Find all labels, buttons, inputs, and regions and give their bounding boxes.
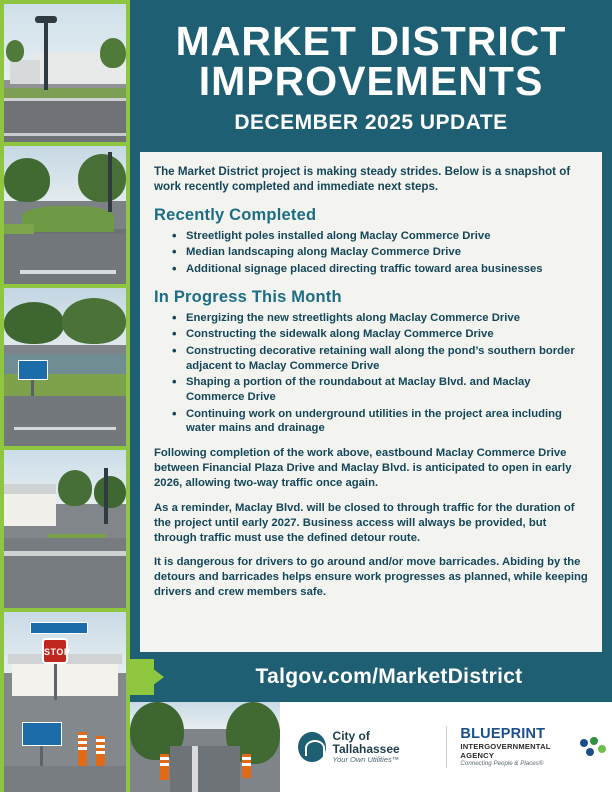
list-item: • Energizing the new streetlights along Maclay Commerce Drive [172,311,588,326]
photo-sidewalk-construction [4,450,126,608]
blueprint-sub: INTERGOVERNMENTAL AGENCY [460,741,551,760]
blueprint-dots-icon [580,737,604,757]
list-item: • Constructing decorative retaining wall along the pond’s southern border adjacent to Maclay Commerce Drive [172,344,588,373]
list-recently-completed [172,229,588,277]
paragraph-safety: It is dangerous for drivers to go around and/or move barricades. Abiding by the detours and barricades helps ensure work progresses as planned, while keeping drivers and crew members safe. [154,556,588,599]
blueprint-tagline: Connecting People & Places® [460,759,544,767]
page-header [130,0,612,148]
website-banner[interactable] [130,659,612,695]
list-item: • Median landscaping along Maclay Commerce Drive [172,245,588,260]
page-title: MARKET DISTRICT IMPROVEMENTS [175,17,567,104]
logo-row [288,712,604,782]
logo-divider [446,726,447,768]
paragraph-closure-reminder: As a reminder, Maclay Blvd. will be closed to through traffic for the duration of the project until early 2027. Business access will always be provided, but through traffic must use the defined detour route. [154,501,575,544]
blueprint-name: BLUEPRINT [460,726,546,743]
list-item: • Constructing the sidewalk along Maclay Commerce Drive [172,327,588,342]
list-item: • Streetlight poles installed along Maclay Commerce Drive [172,229,588,244]
city-of-tallahassee-logo [298,730,432,764]
main-content [130,0,612,792]
list-item: • Shaping a portion of the roundabout at Maclay Blvd. and Maclay Commerce Drive [172,375,588,404]
website-url[interactable]: Talgov.com/MarketDistrict [255,665,523,688]
intro-paragraph: The Market District project is making steady strides. Below is a snapshot of work recently completed and immediate next steps. [154,165,571,194]
photo-rail [0,0,130,792]
paragraph-completion: Following completion of the work above, eastbound Maclay Commerce Drive between Financial Plaza Drive and Maclay Blvd. is anticipated to open in early 2026, allowing two-way traffic once again. [154,446,572,489]
photo-median-landscaping [4,146,126,284]
footer [130,702,612,792]
section-heading-recently-completed: Recently Completed [154,205,317,224]
city-seal-icon [298,732,326,762]
list-item: • Additional signage placed directing traffic toward area businesses [172,262,588,277]
photo-business-sign [4,288,126,446]
list-item: • Continuing work on underground utilities in the project area including water mains and drainage [172,407,588,436]
stop-sign-icon: STOP [42,638,68,664]
section-heading-in-progress: In Progress This Month [154,287,342,306]
page-subtitle: DECEMBER 2025 UPDATE [234,111,508,135]
photo-tree-lined-road [130,702,280,792]
city-name: City of Tallahassee [332,728,400,756]
photo-stop-sign [4,612,126,792]
arrow-icon [140,659,164,695]
photo-streetscape [4,4,126,142]
blueprint-logo [460,727,604,767]
content-panel [140,152,602,652]
city-tagline: Your Own Utilities™ [332,755,400,765]
list-in-progress [172,311,588,436]
